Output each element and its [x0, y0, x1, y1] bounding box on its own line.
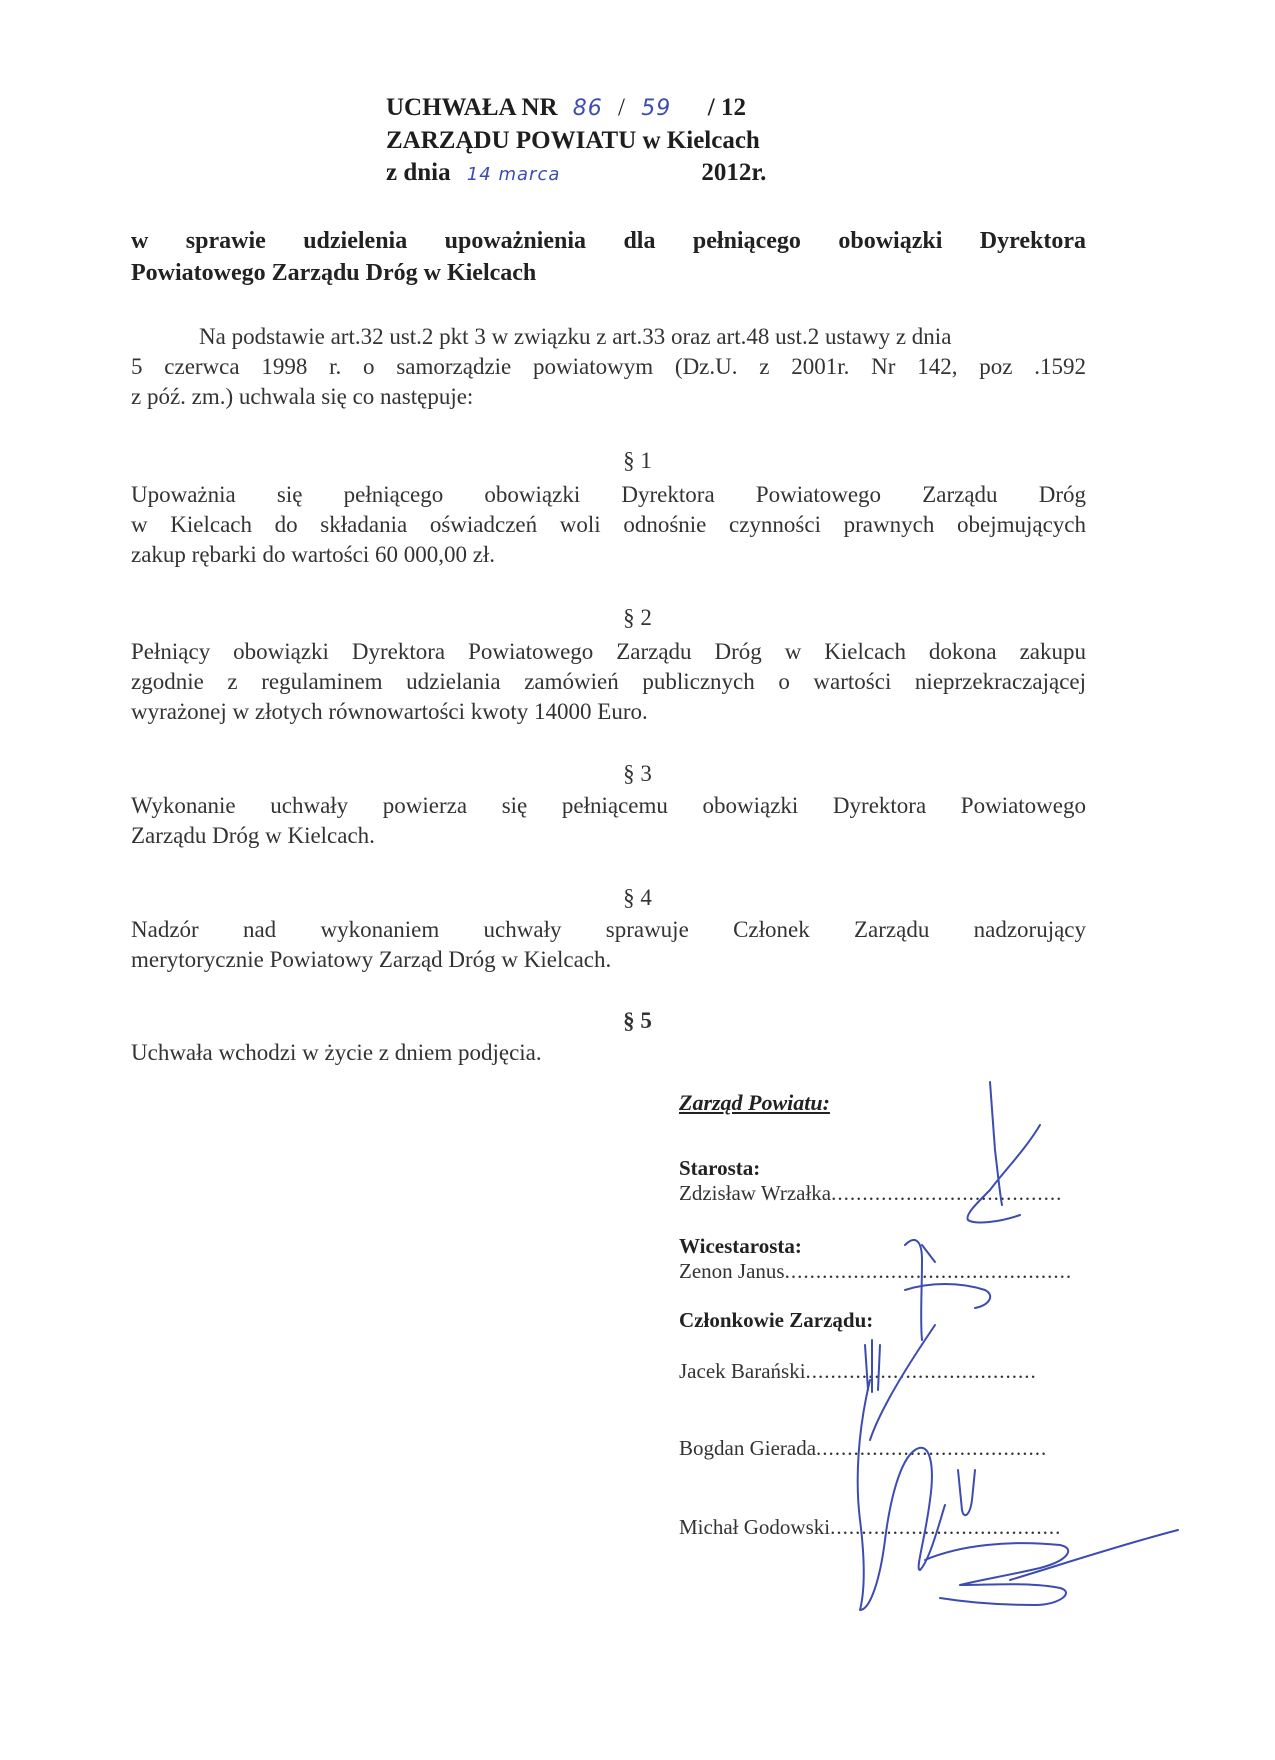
section-mark-3: § 3	[623, 761, 652, 786]
section-mark-1: § 1	[623, 448, 652, 473]
member-dots: .....................................	[816, 1436, 1048, 1460]
preamble-line-3: z póź. zm.) uchwala się co następuje:	[131, 384, 474, 409]
signature-wicestarosta	[905, 1240, 990, 1340]
member-dots: .....................................	[830, 1515, 1062, 1539]
section-3-line-1: Wykonanie uchwały powierza się pełniącemu obowiązki Dyrektora Powiatowego	[131, 793, 1086, 818]
handwritten-date: 14 marca	[466, 164, 561, 185]
member-name: Michał Godowski	[679, 1515, 831, 1539]
handwritten-number-2: 59	[641, 96, 672, 121]
section-4-line-2: merytorycznie Powiatowy Zarząd Dróg w Kielcach.	[131, 947, 612, 972]
section-mark-4: § 4	[623, 885, 652, 910]
starosta-dots: .....................................	[831, 1181, 1063, 1205]
section-3-line-2: Zarządu Dróg w Kielcach.	[131, 823, 375, 848]
section-1-line-1: Upoważnia się pełniącego obowiązki Dyrektora Powiatowego Zarządu Dróg	[131, 482, 1086, 507]
section-2-line-1: Pełniący obowiązki Dyrektora Powiatowego Zarządu Dróg w Kielcach dokona zakupu	[131, 639, 1086, 664]
board-heading: Zarząd Powiatu:	[679, 1090, 830, 1115]
member-name: Jacek Barański	[679, 1359, 806, 1383]
subject-line-2: Powiatowego Zarządu Dróg w Kielcach	[131, 260, 537, 286]
signature-starosta	[967, 1082, 1040, 1222]
section-2-line-2: zgodnie z regulaminem udzielania zamówień publicznych o wartości nieprzekraczającej	[131, 669, 1086, 694]
members-role: Członkowie Zarządu:	[679, 1308, 874, 1332]
date-prefix: z dnia	[386, 159, 451, 186]
signature-member-3	[925, 1530, 1178, 1605]
preamble-line-2: 5 czerwca 1998 r. o samorządzie powiatowym (Dz.U. z 2001r. Nr 142, poz .1592	[131, 354, 1086, 379]
wicestarosta-dots: ..............................................	[784, 1259, 1073, 1283]
section-1-line-2: w Kielcach do składania oświadczeń woli odnośnie czynności prawnych obejmujących	[131, 512, 1086, 537]
section-1-line-3: zakup rębarki do wartości 60 000,00 zł.	[131, 542, 496, 567]
preamble-line-1: Na podstawie art.32 ust.2 pkt 3 w związku z art.33 oraz art.48 ust.2 ustawy z dnia	[199, 324, 952, 349]
title-line-board: ZARZĄDU POWIATU w Kielcach	[386, 127, 760, 154]
wicestarosta-name: Zenon Janus	[679, 1259, 785, 1283]
signature-member-2b	[958, 1470, 975, 1515]
wicestarosta-role: Wicestarosta:	[679, 1234, 802, 1258]
member-dots: .....................................	[805, 1359, 1037, 1383]
section-mark-2: § 2	[623, 605, 652, 630]
starosta-name: Zdzisław Wrzałka	[679, 1181, 832, 1205]
title-year-suffix: / 12	[707, 94, 746, 121]
signature-member-1	[865, 1325, 935, 1440]
date-year: 2012r.	[701, 159, 767, 186]
section-mark-5: § 5	[623, 1008, 652, 1033]
title-separator: /	[618, 94, 625, 121]
section-2-line-3: wyrażonej w złotych równowartości kwoty 14000 Euro.	[131, 699, 648, 724]
member-name: Bogdan Gierada	[679, 1436, 817, 1460]
title-prefix: UCHWAŁA NR	[386, 94, 558, 121]
section-4-line-1: Nadzór nad wykonaniem uchwały sprawuje Członek Zarządu nadzorujący	[131, 917, 1086, 942]
starosta-role: Starosta:	[679, 1156, 761, 1180]
handwritten-number: 86	[572, 96, 603, 121]
section-5-line-1: Uchwała wchodzi w życie z dniem podjęcia.	[131, 1040, 542, 1065]
subject-line-1: w sprawie udzielenia upoważnienia dla pełniącego obowiązki Dyrektora	[131, 228, 1086, 254]
signature-member-2	[858, 1380, 945, 1610]
